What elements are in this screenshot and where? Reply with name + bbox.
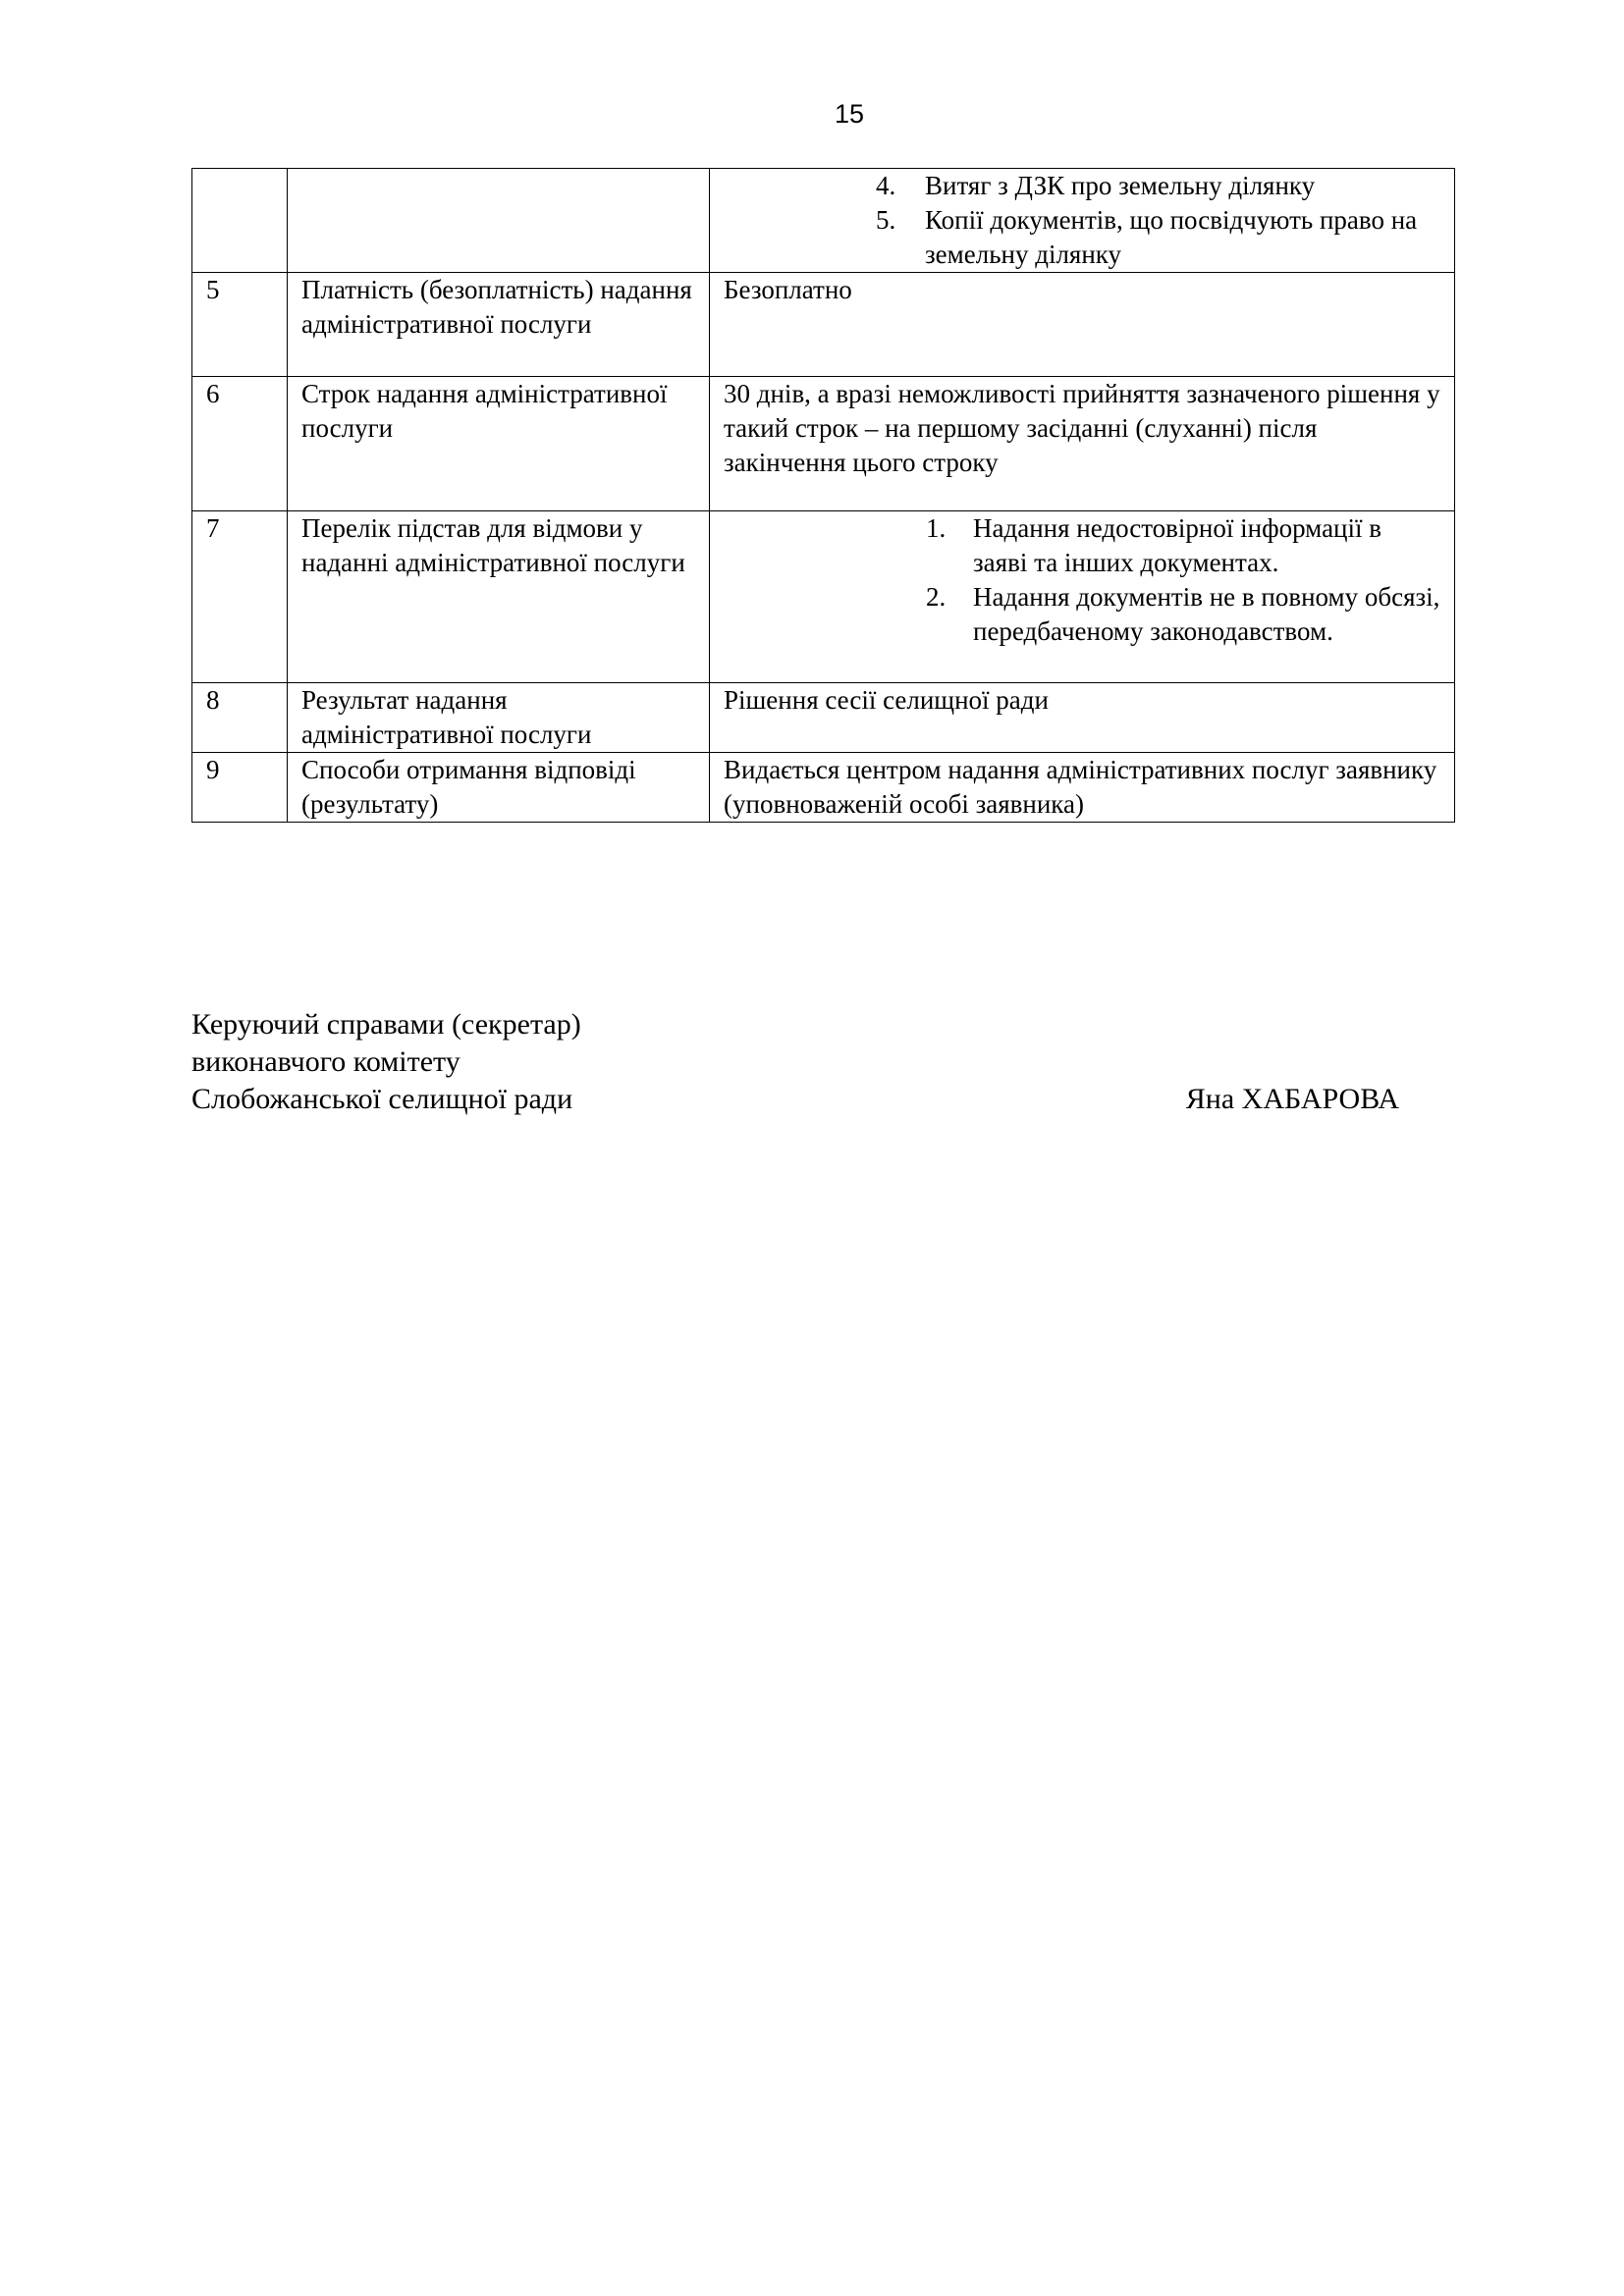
signature-block [191,1006,1399,1118]
documents-list [724,169,1440,272]
row-name-cell [288,169,710,273]
table-row [192,273,1455,377]
row-value-cell: Видається центром надання адміністративних послуг заявнику (уповноваженій особі заявника) [710,753,1455,823]
row-value-cell [710,169,1455,273]
list-item-number: 5. [876,205,896,235]
list-item [926,580,1440,649]
service-table [191,168,1455,823]
table-row [192,169,1455,273]
list-item-text: Надання документів не в повному обсязі, передбаченому законодавством. [973,582,1440,646]
row-number-cell: 8 [192,683,288,753]
row-number-cell: 7 [192,511,288,683]
row-name-cell: Перелік підстав для відмови у наданні адміністративної послуги [288,511,710,683]
row-number-cell: 6 [192,377,288,511]
row-number-cell [192,169,288,273]
table-row [192,753,1455,823]
row-name-cell: Результат надання адміністративної послуги [288,683,710,753]
list-item [876,203,1440,272]
list-item [926,511,1440,580]
refusal-reasons-list [724,511,1440,649]
row-number-cell: 9 [192,753,288,823]
list-item-number: 1. [926,513,947,543]
list-item [876,169,1440,203]
row-value-cell: 30 днів, а вразі неможливості прийняття зазначеного рішення у такий строк – на першому засіданні (слуханні) після закінчення цього строку [710,377,1455,511]
list-item-text: Копії документів, що посвідчують право на земельну ділянку [925,205,1418,269]
row-value-cell [710,511,1455,683]
row-value-cell: Безоплатно [710,273,1455,377]
row-number-cell: 5 [192,273,288,377]
row-name-cell: Способи отримання відповіді (результату) [288,753,710,823]
row-name-cell: Платність (безоплатність) надання адміністративної послуги [288,273,710,377]
row-value-cell: Рішення сесії селищної ради [710,683,1455,753]
list-item-number: 4. [876,171,896,200]
page-number: 15 [834,99,865,129]
table-row [192,377,1455,511]
list-item-text: Надання недостовірної інформації в заяві та інших документах. [973,513,1382,577]
signatory-position-line-3: Слобожанської селищної ради [191,1083,573,1115]
row-name-cell: Строк надання адміністративної послуги [288,377,710,511]
list-item-text: Витяг з ДЗК про земельну ділянку [925,171,1316,200]
signatory-position-line-1: Керуючий справами (секретар) [191,1008,581,1041]
table-row [192,511,1455,683]
signatory-name: Яна ХАБАРОВА [1185,1083,1399,1115]
signatory-position-line-2: виконавчого комітету [191,1045,460,1078]
list-item-number: 2. [926,582,947,612]
table-row [192,683,1455,753]
